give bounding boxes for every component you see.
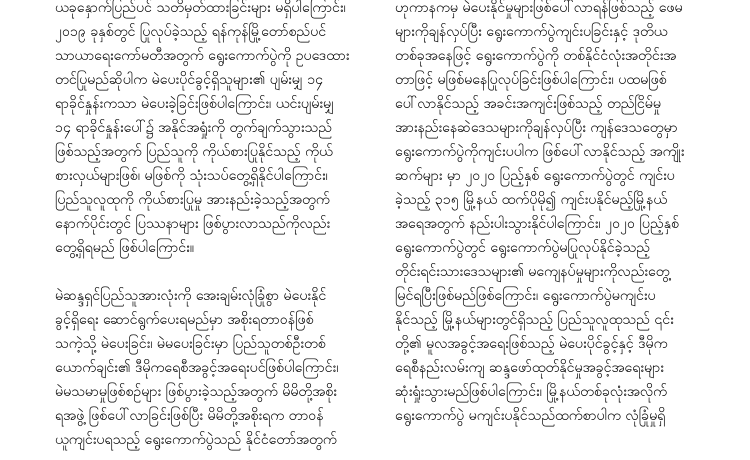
text-line: တင်ပြုမည်ဆိုပါက မဲပေးပိုင်ခွင့်ရှိသူများ၏ ပျမ်းမျှ ၁၄ xyxy=(55,72,324,88)
text-line: ပြည်သူလူထုကို ကိုယ်စားပြုမှု အားနည်းခဲ့သည့်အတွက် xyxy=(55,192,330,208)
text-line: တွေ့ရှိရမည် ဖြစ်ပါကြောင်း။ xyxy=(55,240,195,256)
text-line: ရာခိုင်နှုန်းကသာ မဲပေးခဲ့ခြင်းဖြစ်ပါကြောင်း၊ ယင်းပျမ်းမျှ xyxy=(55,96,334,112)
text-line: အရေအတွက် နည်းပါးသွားနိုင်ပါကြောင်း၊ ၂၀၂၀ ပြည့်နှစ် xyxy=(395,216,680,232)
text-line: နောက်ပိုင်းတွင် ပြဿနာများ ဖြစ်ပွားလာသည်ကိုလည်း xyxy=(55,216,331,232)
text-line: ခဲ့သည့် ၃၁၅ မြို့နယ် ထက်ပိုမို၍ ကျင်းပနိုင်မည့်မြို့နယ် xyxy=(395,192,668,208)
text-line: ယောက်ချင်း၏ ဒီမိုကရေစီအခွင့်အရေးပင်ဖြစ်ပါကြောင်း၊ xyxy=(55,360,339,376)
text-line: ယခုနှောက်ပြည်ပင် သတိမှတ်ထားခြင်းများ မရှိပါကြောင်း၊ xyxy=(55,0,346,16)
text-line: ပေါ်လာနိုင်သည့် အခင်းအကျင်းဖြစ်သည့် တည်ငြိမ်မှု xyxy=(395,96,661,112)
text-line: အားနည်းနေဆဲဒေသများကိုချန်လှပ်ပြီး ကျန်ဒေသတွေမှာ xyxy=(395,120,678,136)
bullet-paragraph xyxy=(55,284,395,452)
text-line: ဆက်များ မှာ ၂၀၂၀ ပြည့်နှစ် ရွေးကောက်ပွဲတွင် ကျင်းပ xyxy=(395,168,675,184)
left-column xyxy=(55,0,395,452)
text-line: ရအဖွဲ့ ဖြစ်ပေါ်လာခြင်းဖြစ်ပြီး မိမိတို့အစိုးရက တာဝန် xyxy=(55,408,324,424)
text-line: နိုင်သည့် မြို့နယ်များတွင်ရှိသည့် ပြည်သူလူထုသည် ၎င်း xyxy=(395,312,674,328)
text-line: စားလှယ်များဖြစ်၊ မဖြစ်ကို သုံးသပ်တွေ့ရှိနိုင်ပါကြောင်း၊ xyxy=(55,168,328,184)
text-line: ရေစီနည်းလမ်းကျ ဆန္ဒဖော်ထုတ်နိုင်မှုအခွင့်အရေးများ xyxy=(395,360,664,376)
paragraph-gap xyxy=(55,260,395,284)
paragraph-1 xyxy=(55,0,395,260)
text-line: ဟုကာနကမှ မဲပေးနိုင်မှုများဖြစ်ပေါ်လာရန်ဖြစ်သည့် ဖေမ xyxy=(395,0,683,16)
text-line: မဲဆန္ဒရှင်ပြည်သူအားလုံးကို အေးချမ်းလုံခြုံစွာ မဲပေးနိုင် xyxy=(55,288,327,304)
text-line: တစ်ခုအနေဖြင့် ရွေးကောက်ပွဲကို တစ်နိုင်ငံလုံးအတိုင်းအ xyxy=(395,48,677,64)
right-column xyxy=(395,0,715,428)
text-line: မြင်ရပြီးဖြစ်မည်ဖြစ်ကြောင်း၊ ရွေးကောက်ပွဲမကျင်းပ xyxy=(395,288,656,304)
text-line: ခွင့်ရှိရေး ဆောင်ရွက်ပေးရမည်မှာ အစိုးရတာဝန်ဖြစ် xyxy=(55,312,314,328)
text-line: တိုင်းရင်းသားဒေသများ၏ မကျေနပ်မှုများကိုလည်းတွေ့ xyxy=(395,264,670,280)
text-line: တာဖြင့် မဖြစ်မနေပြုလုပ်ခြင်းဖြစ်ပါကြောင်း၊ ပထမဖြစ် xyxy=(395,72,667,88)
text-line: တို့၏ မူလအခွင့်အရေးဖြစ်သည့် မဲပေးပိုင်ခွင့်နှင့် ဒီမိုက xyxy=(395,336,668,352)
text-line: ရွေးကောက်ပွဲတွင် ရွေးကောက်ပွဲမပြုလုပ်နိုင်ခဲ့သည့် xyxy=(395,240,651,256)
text-line: ၂၀၁၉ ခုနှစ်တွင် ပြုလုပ်ခဲ့သည့် ရန်ကုန်မြို့တော်စည်ပင် xyxy=(55,24,327,40)
text-line: သကဲ့သို့ မဲပေးခြင်း၊ မဲမပေးခြင်းမှာ ပြည်သူတစ်ဦးတစ် xyxy=(55,336,326,352)
text-line: ရွေးကောက်ပွဲ မကျင်းပနိုင်သည်ထက်စာပါက လုံခြုံမှုရှိ xyxy=(395,408,666,424)
text-line: ဖြစ်သည့်အတွက် ပြည်သူကို ကိုယ်စားပြုနိုင်သည့် ကိုယ် xyxy=(55,144,333,160)
text-line: သာယာရေးကော်မတီအတွက် ရွေးကောက်ပွဲကို ဥပဒေထား xyxy=(55,48,350,64)
text-line: ရွေးကောက်ပွဲကိုကျင်းပပါက ဖြစ်ပေါ်လာနိုင်သည့် အကျိုး xyxy=(395,144,685,160)
text-line: မဲမသမာမှုဖြစ်စဉ်များ ဖြစ်ပွားခဲ့သည့်အတွက် မိမိတို့အစိုး xyxy=(55,384,337,400)
bullet-item xyxy=(55,284,395,308)
text-line: ဆုံးရှုံးသွားမည်ဖြစ်ပါကြောင်း၊ မြို့နယ်တစ်ခုလုံးအလိုက် xyxy=(395,384,668,400)
text-line: များကိုချန်လှပ်ပြီး ရွေးကောက်ပွဲကျင်းပခြင်းနှင့် ဒုတိယ xyxy=(395,24,668,40)
text-line: ယူကျင်းပရသည့် ရွေးကောက်ပွဲသည် နိုင်ငံတော်အတွက် xyxy=(55,432,337,448)
text-line: ၁၄ ရာခိုင်နှုန်းပေါ်၌ အနိုင်အရှုံးကို တွက်ချက်သွားသည် xyxy=(55,120,332,136)
